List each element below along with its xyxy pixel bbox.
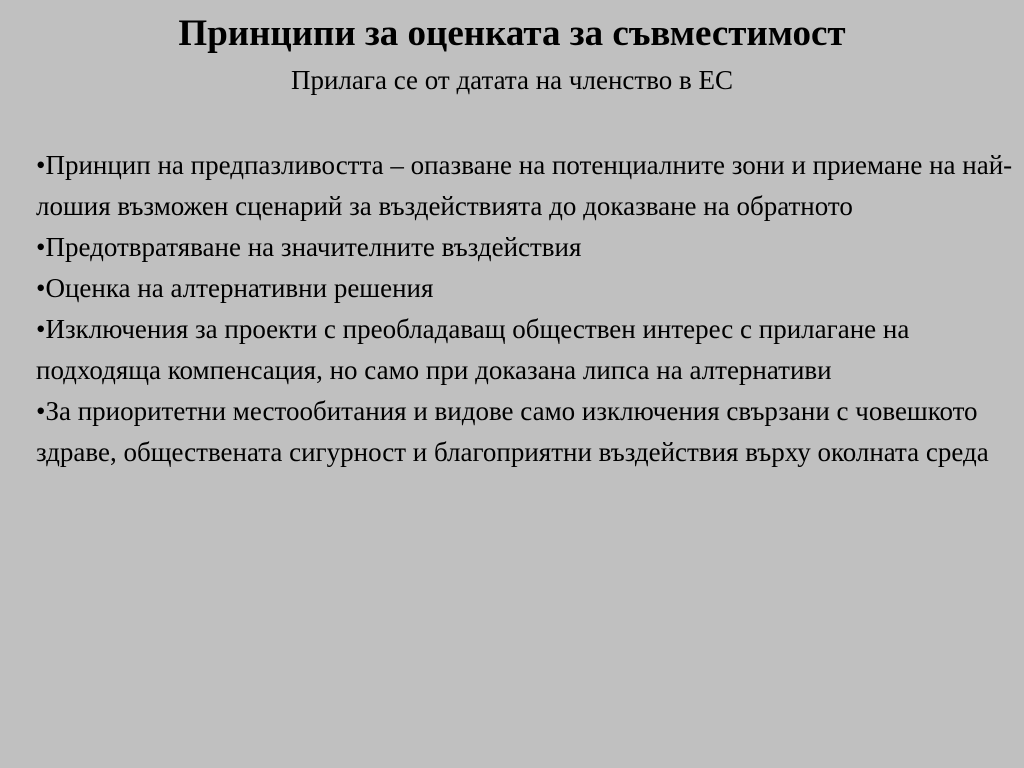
bullet-item: [36, 227, 1021, 268]
slide-subtitle: Прилага се от датата на членство в ЕС: [290, 65, 734, 95]
bullet-text: Оценка на алтернативни решения: [45, 273, 434, 303]
bullet-text: Предотвратяване на значителните въздействия: [45, 232, 582, 262]
bullet-icon: •: [36, 396, 46, 426]
bullet-icon: •: [36, 273, 46, 303]
bullet-text: Изключения за проекти с преобладаващ обществен интерес с прилагане на подходяща компенсация, но само при доказана липса на алтернативи: [36, 314, 910, 385]
slide-title: Принципи за оценката за съвместимост: [178, 13, 846, 54]
bullet-text: За приоритетни местообитания и видове само изключения свързани с човешкото здраве, обществената сигурност и благоприятни въздействия върху околната среда: [36, 396, 989, 467]
bullet-item: [36, 268, 1021, 309]
bullet-text: Принцип на предпазливостта – опазване на потенциалните зони и приемане на най-лошия възможен сценарий за въздействията до доказване на обратното: [36, 150, 1013, 221]
bullet-item: [36, 309, 1021, 391]
bullet-item: [36, 391, 1021, 473]
bullet-icon: •: [36, 150, 46, 180]
bullet-icon: •: [36, 232, 46, 262]
bullet-item: [36, 145, 1021, 227]
bullet-list: [36, 145, 1021, 473]
bullet-icon: •: [36, 314, 46, 344]
